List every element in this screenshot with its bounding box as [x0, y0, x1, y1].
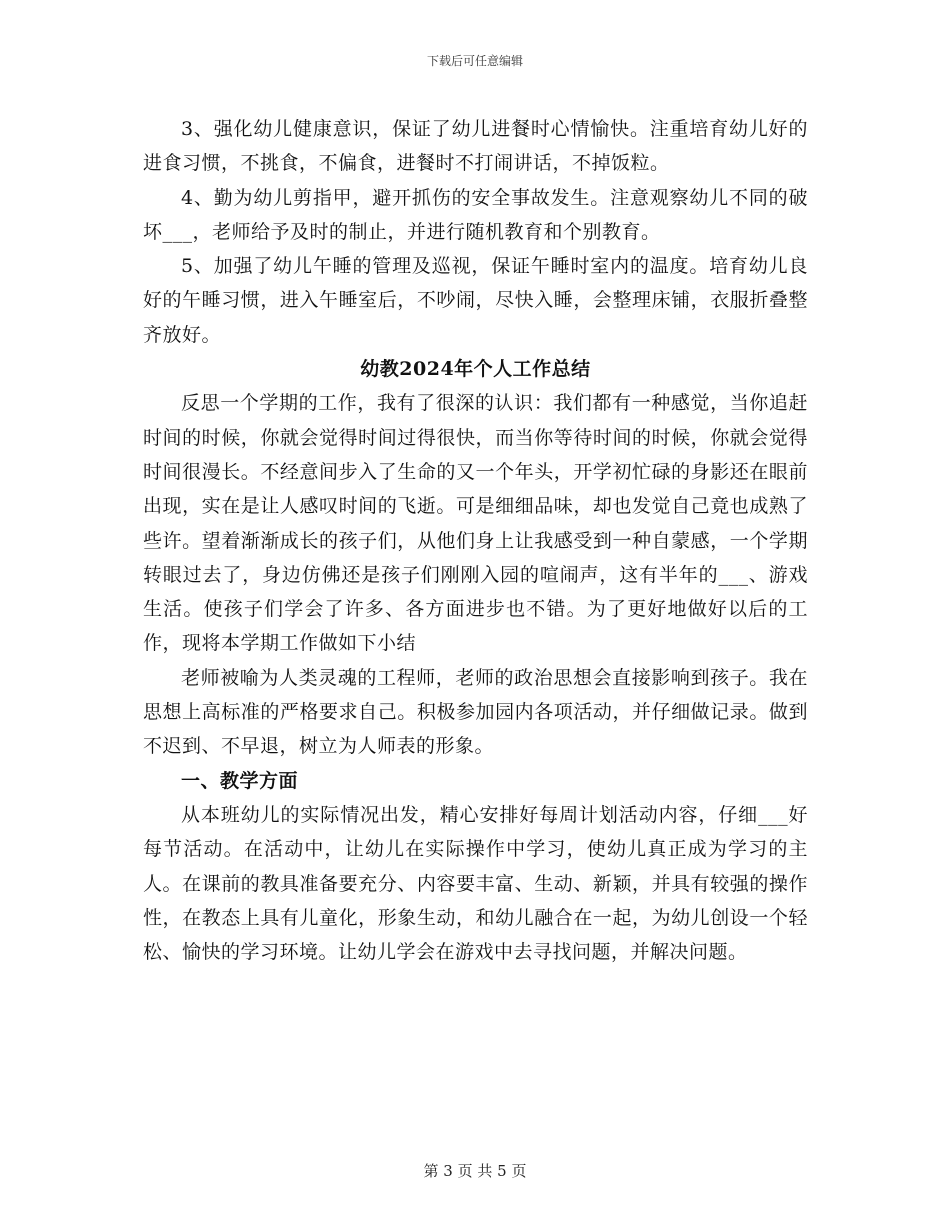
paragraph-item-5: 5、加强了幼儿午睡的管理及巡视，保证午睡时室内的温度。培育幼儿良好的午睡习惯，进入午睡室后，不吵闹，尽快入睡，会整理床铺，衣服折叠整齐放好。 — [143, 255, 808, 346]
paragraph-item-3: 3、强化幼儿健康意识，保证了幼儿进餐时心情愉快。注重培育幼儿好的进食习惯，不挑食，不偏食，进餐时不打闹讲话，不掉饭粒。 — [143, 118, 808, 175]
paragraph-reflection: 反思一个学期的工作，我有了很深的认识：我们都有一种感觉，当你追赶时间的时候，你就会觉得时间过得很快，而当你等待时间的时候，你就会觉得时间很漫长。不经意间步入了生命的又一个年头，开学初忙碌的身影还在眼前出现，实在是让人感叹时间的飞逝。可是细细品味，却也发觉自己竟也成熟了些许。望着渐渐成长的孩子们，从他们身上让我感受到一种自蒙感，一个学期转眼过去了，身边仿佛还是孩子们刚刚入园的喧闹声，这有半年的___、游戏生活。使孩子们学会了许多、各方面进步也不错。为了更好地做好以后的工作，现将本学期工作做如下小结 — [143, 392, 808, 655]
sub-heading-teaching: 一、教学方面 — [181, 769, 299, 792]
page-footer: 第 3 页 共 5 页 — [423, 1162, 527, 1180]
section-title: 幼教2024年个人工作总结 — [360, 358, 591, 381]
paragraph-item-4: 4、勤为幼儿剪指甲，避开抓伤的安全事故发生。注意观察幼儿不同的破坏___，老师给予及时的制止，并进行随机教育和个别教育。 — [143, 186, 808, 243]
paragraph-teacher-role: 老师被喻为人类灵魂的工程师，老师的政治思想会直接影响到孩子。我在思想上高标准的严格要求自己。积极参加园内各项活动，并仔细做记录。做到不迟到、不早退，树立为人师表的形象。 — [143, 666, 808, 758]
page-header: 下载后可任意编辑 — [426, 54, 523, 68]
document-body — [143, 112, 808, 969]
paragraph-teaching: 从本班幼儿的实际情况出发，精心安排好每周计划活动内容，仔细___好每节活动。在活动中，让幼儿在实际操作中学习，使幼儿真正成为学习的主人。在课前的教具准备要充分、内容要丰富、生动、新颖，并具有较强的操作性，在教态上具有儿童化，形象生动，和幼儿融合在一起，为幼儿创设一个轻松、愉快的学习环境。让幼儿学会在游戏中去寻找问题，并解决问题。 — [143, 803, 808, 964]
